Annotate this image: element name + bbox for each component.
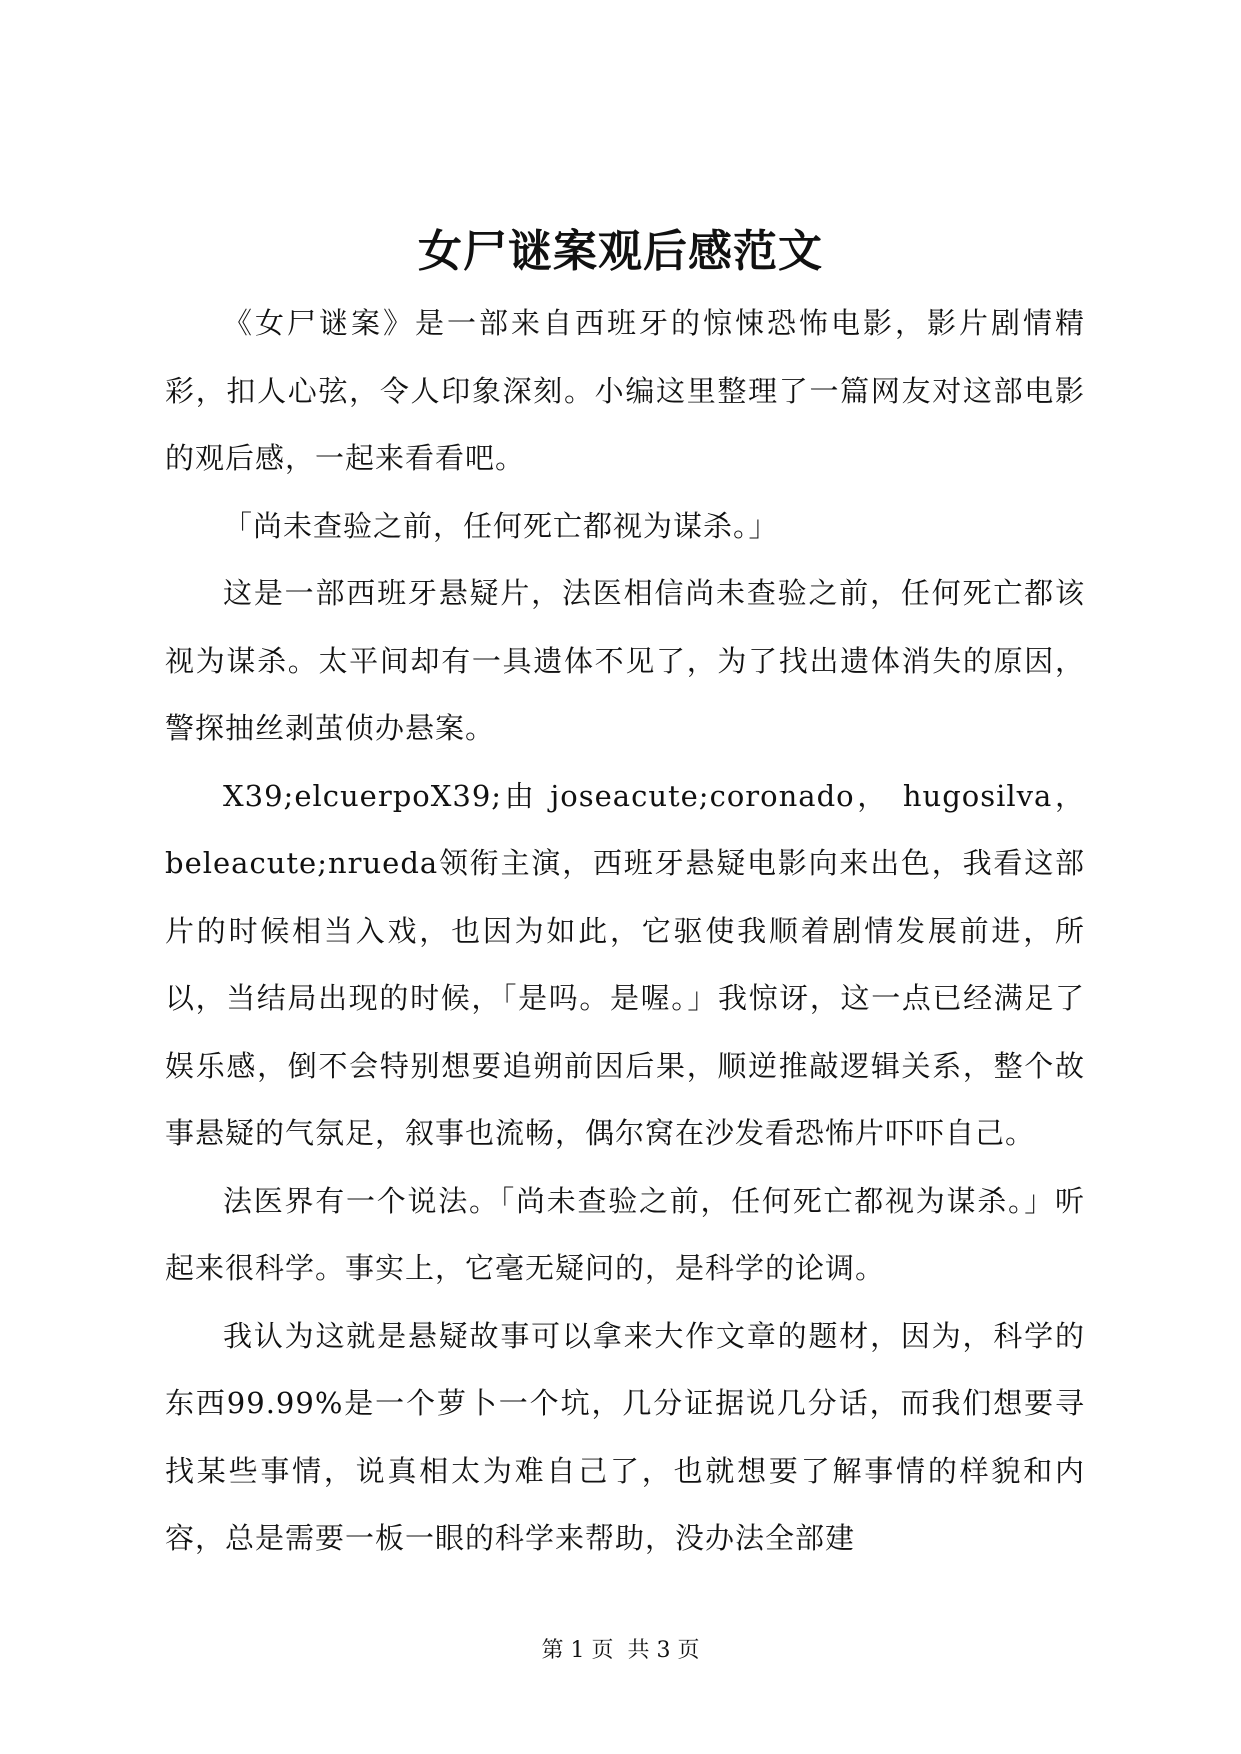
page-number: 第 1 页 共 3 页 xyxy=(541,1638,700,1663)
document-body xyxy=(165,290,1085,1573)
paragraph-science: 我认为这就是悬疑故事可以拿来大作文章的题材，因为，科学的东西99.99%是一个萝卜一个坑，几分证据说几分话，而我们想要寻找某些事情，说真相太为难自己了，也就想要了解事情的样貌和内容，总是需要一板一眼的科学来帮助，没办法全部建 xyxy=(165,1318,1085,1555)
page-footer xyxy=(0,1636,1241,1666)
document-title: 女尸谜案观后感范文 xyxy=(418,226,823,277)
paragraph-quote: 「尚未查验之前，任何死亡都视为谋杀。」 xyxy=(223,508,779,543)
paragraph-forensics: 法医界有一个说法。「尚未查验之前，任何死亡都视为谋杀。」听起来很科学。事实上，它毫无疑问的，是科学的论调。 xyxy=(165,1183,1085,1285)
paragraph-intro: 《女尸谜案》是一部来自西班牙的惊悚恐怖电影，影片剧情精彩，扣人心弦，令人印象深刻。小编这里整理了一篇网友对这部电影的观后感，一起来看看吧。 xyxy=(165,306,1085,475)
paragraph-synopsis: 这是一部西班牙悬疑片，法医相信尚未查验之前，任何死亡都该视为谋杀。太平间却有一具遗体不见了，为了找出遗体消失的原因，警探抽丝剥茧侦办悬案。 xyxy=(165,576,1085,745)
paragraph-review: X39;elcuerpoX39;由 joseacute;coronado， hugosilva， beleacute;nrueda领衔主演，西班牙悬疑电影向来出色，我看这部片的时候相当入戏，也因为如此，它驱使我顺着剧情发展前进，所以，当结局出现的时候，「是吗。是喔。」我惊讶，这一点已经满足了娱乐感，倒不会特别想要追朔前因后果，顺逆推敲逻辑关系，整个故事悬疑的气氛足，叙事也流畅，偶尔窝在沙发看恐怖片吓吓自己。 xyxy=(165,778,1085,1150)
